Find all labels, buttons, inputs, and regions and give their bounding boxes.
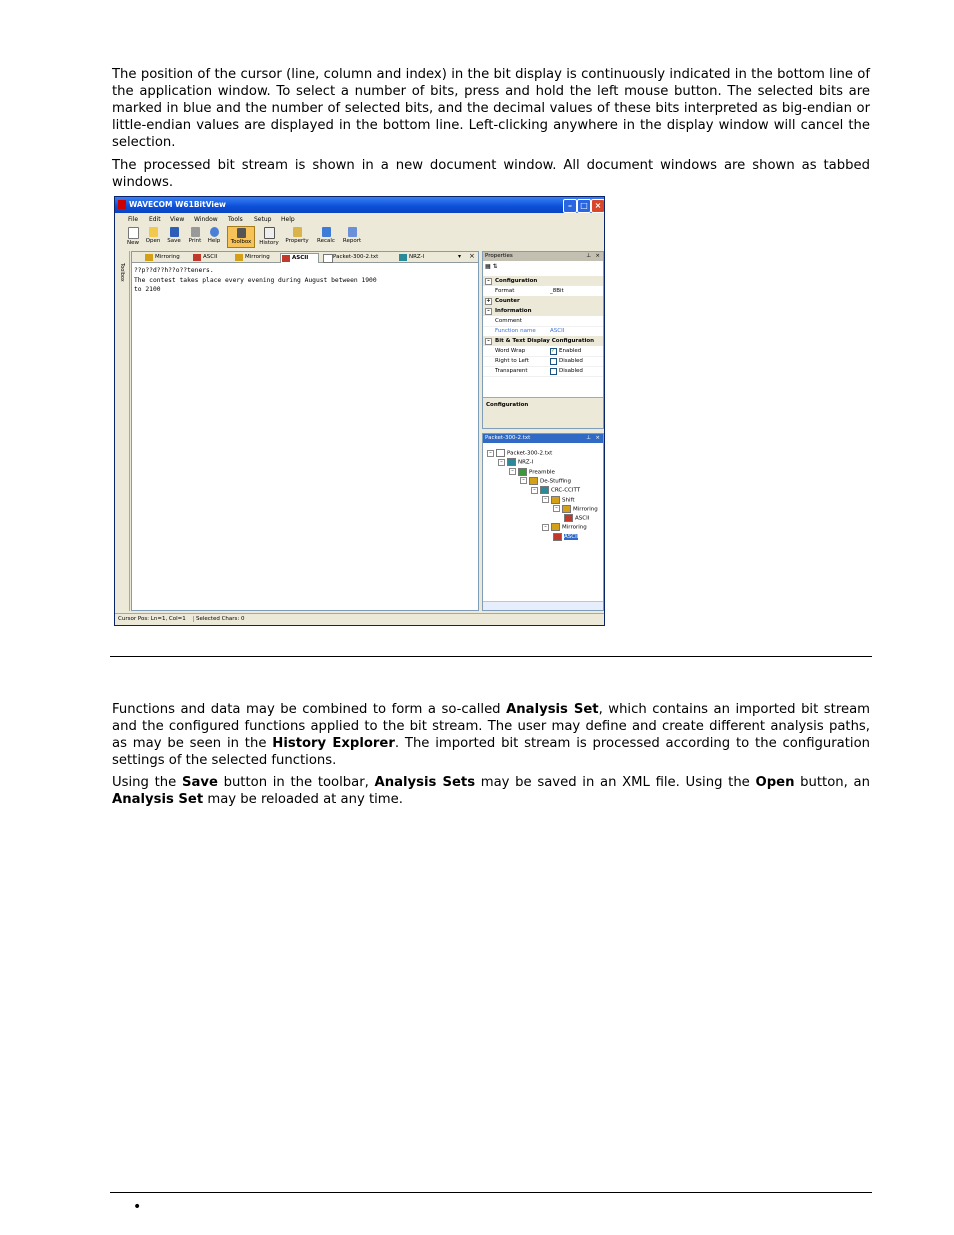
toolbox-label: Toolbox (230, 239, 252, 245)
text-run: . The imported bit stream is processed according to the configuration settings of the selected functions. (112, 736, 870, 768)
ascii-icon (193, 254, 201, 261)
help-icon (210, 227, 219, 237)
report-button[interactable] (339, 226, 365, 248)
property-category[interactable] (483, 276, 603, 286)
expand-icon[interactable]: – (485, 338, 492, 345)
app-logo-icon (118, 200, 126, 209)
checkbox[interactable]: ✓ (551, 348, 556, 354)
recalc-button[interactable] (315, 226, 337, 248)
ascii-icon (282, 255, 290, 262)
node-icon (564, 514, 573, 522)
property-label: Property (285, 238, 309, 244)
collapse-icon[interactable]: – (487, 450, 494, 457)
mirroring-icon (235, 254, 243, 261)
property-label: Format (495, 288, 515, 294)
checkbox[interactable] (550, 358, 557, 365)
new-label: New (127, 240, 139, 246)
toolbox-icon (237, 228, 246, 238)
history-icon (264, 227, 275, 239)
document-tabs (132, 252, 478, 263)
print-icon (191, 227, 200, 237)
node-icon (553, 533, 562, 541)
menu-help[interactable]: Help (281, 216, 295, 223)
checkbox[interactable] (550, 368, 557, 375)
text-run: , which contains an imported bit stream and the configured functions applied to the bit stream. The user may define and create different analysis paths, as may be seen in the (112, 702, 871, 751)
paragraph-tabbed-windows: The processed bit stream is shown in a new document window. All document windows are shown as tabbed windows. (112, 158, 870, 190)
text-run: Using the (112, 775, 182, 790)
new-icon (128, 227, 139, 239)
help-button[interactable] (205, 226, 223, 248)
document-area[interactable] (131, 251, 479, 611)
mirroring-icon (145, 254, 153, 261)
window-title: WAVECOM W61BitView (129, 200, 226, 209)
property-label: Function name (495, 328, 536, 334)
properties-header (483, 252, 603, 261)
report-icon (348, 227, 357, 237)
toolbox-strip[interactable] (117, 251, 130, 611)
footer-bullet: • (133, 1199, 142, 1215)
history-explorer-panel (482, 433, 604, 611)
node-icon (551, 523, 560, 531)
sort-icons[interactable]: ▦ ⇅ (485, 263, 498, 270)
node-label: NRZ-I (518, 459, 534, 466)
node-label: Mirroring (562, 524, 587, 531)
property-value: Enabled (559, 348, 582, 354)
tree-node[interactable] (520, 477, 571, 486)
tree-node[interactable] (509, 468, 555, 477)
tree-node[interactable] (487, 449, 552, 458)
print-label: Print (188, 238, 202, 244)
close-icon[interactable]: × (591, 199, 605, 213)
property-value: Disabled (559, 358, 583, 364)
node-icon (507, 458, 516, 466)
node-icon (529, 477, 538, 485)
property-row[interactable] (483, 366, 603, 377)
menu-file[interactable]: File (128, 216, 139, 223)
tab-label: ASCII (203, 254, 218, 260)
print-button[interactable] (185, 226, 205, 248)
tab-label: Mirroring (245, 254, 270, 260)
history-button[interactable] (257, 226, 281, 248)
tree-node[interactable] (553, 533, 578, 542)
collapse-icon[interactable]: – (520, 477, 527, 484)
category-label: Counter (495, 298, 520, 304)
property-icon (293, 227, 302, 237)
collapse-icon[interactable]: – (553, 505, 560, 512)
help-label: Help (207, 238, 221, 244)
category-label: Bit & Text Display Configuration (495, 338, 595, 344)
history-header (483, 434, 603, 443)
save-icon (170, 227, 179, 237)
term-history-explorer: History Explorer (272, 736, 395, 751)
properties-title: Properties (485, 253, 513, 259)
save-label: Save (167, 238, 181, 244)
minimize-icon[interactable]: – (563, 199, 577, 213)
save-button[interactable] (164, 226, 184, 248)
term-analysis-sets: Analysis Sets (374, 775, 476, 790)
node-label: Preamble (529, 469, 555, 476)
node-label: CRC-CCITT (551, 487, 581, 494)
expand-icon[interactable]: – (485, 308, 492, 315)
pin-icon[interactable]: ⊥ (586, 435, 591, 441)
history-title: Packet-300-2.txt (485, 435, 531, 441)
node-label: Mirroring (573, 506, 598, 513)
menu-edit[interactable]: Edit (149, 216, 161, 223)
property-category[interactable] (483, 336, 603, 346)
node-label: Shift (562, 497, 575, 503)
footer-divider (110, 1192, 872, 1193)
tab-dropdown-icon[interactable]: ▾ (458, 253, 462, 260)
text-line: The contest takes place every evening during August between 1900 (134, 276, 377, 284)
tab-nrz-i[interactable] (398, 253, 441, 262)
collapse-icon[interactable]: – (509, 468, 516, 475)
status-bar (115, 613, 604, 625)
node-label: ASCII (564, 534, 579, 541)
text-run: button in the toolbar, (217, 775, 375, 790)
tab-close-icon[interactable]: × (469, 252, 475, 260)
node-label: ASCII (575, 515, 590, 522)
property-button[interactable] (283, 226, 311, 248)
menu-view[interactable]: View (170, 216, 185, 223)
maximize-icon[interactable]: □ (577, 199, 591, 213)
recalc-label: Recalc (317, 238, 335, 244)
title-bar (115, 197, 604, 213)
tree-node[interactable] (498, 458, 533, 467)
text-run: may be saved in an XML file. Using the (475, 775, 756, 790)
document-text (134, 266, 377, 295)
collapse-icon[interactable]: – (542, 496, 549, 503)
tab-packet-file[interactable] (322, 253, 395, 262)
report-label: Report (342, 238, 362, 244)
file-icon (323, 254, 333, 263)
property-value: Disabled (559, 368, 583, 374)
menu-window[interactable]: Window (194, 216, 218, 223)
property-label: Word Wrap (495, 348, 526, 354)
node-icon (496, 449, 505, 457)
node-icon (518, 468, 527, 476)
text-line: ??p??d??h??o??teners. (134, 267, 214, 274)
cursor-position: Cursor Pos: Ln=1, Col=1 (118, 616, 186, 622)
open-button[interactable] (143, 226, 163, 248)
term-analysis-set: Analysis Set (506, 702, 599, 717)
menu-setup[interactable]: Setup (254, 216, 272, 223)
collapse-icon[interactable]: – (531, 487, 538, 494)
new-button[interactable] (123, 226, 143, 248)
node-icon (551, 496, 560, 504)
property-value: ASCII (550, 328, 565, 334)
text-line: to 2100 (134, 286, 161, 293)
node-label: De-Stuffing (540, 478, 572, 485)
tab-label: Mirroring (155, 254, 180, 260)
menu-bar (115, 214, 604, 226)
selected-chars: Selected Chars: 0 (193, 616, 245, 622)
category-label: Information (495, 308, 532, 314)
description-title: Configuration (486, 402, 529, 408)
property-label: Transparent (495, 368, 528, 374)
term-open: Open (755, 775, 795, 790)
open-label: Open (145, 238, 161, 244)
toolbar (119, 226, 371, 248)
history-close-icon[interactable]: × (595, 435, 600, 441)
pin-icon[interactable]: ⊥ (586, 253, 591, 259)
property-value: _8Bit (550, 288, 564, 294)
term-analysis-set: Analysis Set (112, 792, 204, 807)
menu-tools[interactable]: Tools (228, 216, 243, 223)
paragraph-save-open (112, 774, 870, 808)
tab-ascii-1[interactable] (192, 253, 233, 262)
horizontal-scrollbar[interactable] (483, 601, 603, 610)
node-icon (540, 486, 549, 494)
tab-mirroring-1[interactable] (144, 253, 199, 262)
collapse-icon[interactable]: – (498, 459, 505, 466)
property-label: Right to Left (495, 358, 529, 364)
tree-node[interactable] (542, 496, 575, 505)
expand-icon[interactable]: – (485, 278, 492, 285)
open-icon (149, 227, 158, 237)
text-run: Functions and data may be combined to form a so-called (112, 702, 507, 717)
term-save: Save (181, 775, 218, 790)
tab-ascii-2[interactable] (280, 253, 319, 263)
tree-node[interactable] (553, 505, 598, 514)
toolbox-strip-label: Toolbox (119, 263, 125, 282)
node-icon (562, 505, 571, 513)
text-run: button, an (794, 775, 870, 790)
app-screenshot-window (114, 196, 605, 626)
paragraph-analysis-set (112, 701, 870, 769)
history-label: History (259, 240, 279, 246)
property-description (483, 397, 603, 428)
tree-node[interactable] (531, 486, 580, 495)
properties-close-icon[interactable]: × (595, 253, 600, 259)
category-label: Configuration (495, 278, 538, 284)
collapse-icon[interactable]: – (542, 524, 549, 531)
section-divider (110, 656, 872, 657)
nrz-icon (399, 254, 407, 261)
property-label: Comment (495, 318, 522, 324)
toolbox-button[interactable] (227, 226, 255, 248)
properties-panel (482, 251, 604, 429)
recalc-icon (322, 227, 331, 237)
node-label: Packet-300-2.txt (507, 450, 553, 457)
tab-label: ASCII (292, 255, 309, 261)
tab-label: NRZ-I (409, 254, 425, 260)
property-category[interactable] (483, 306, 603, 316)
tab-label: Packet-300-2.txt (333, 254, 379, 260)
tree-node[interactable] (542, 523, 587, 532)
property-category[interactable] (483, 296, 603, 306)
tree-node[interactable] (564, 514, 589, 523)
paragraph-cursor-position: The position of the cursor (line, column and index) in the bit display is continuously indicated in the bottom line of the application window. To select a number of bits, press and hold the left mouse button. The selected bits are marked in blue and the number of selected bits, and the decimal values of these bits interpreted as big-endian or little-endian values are displayed in the bottom line. Left-clicking anywhere in the display window will cancel the selection. (112, 67, 870, 150)
text-run: may be reloaded at any time. (203, 792, 403, 807)
expand-icon[interactable]: + (486, 298, 491, 304)
